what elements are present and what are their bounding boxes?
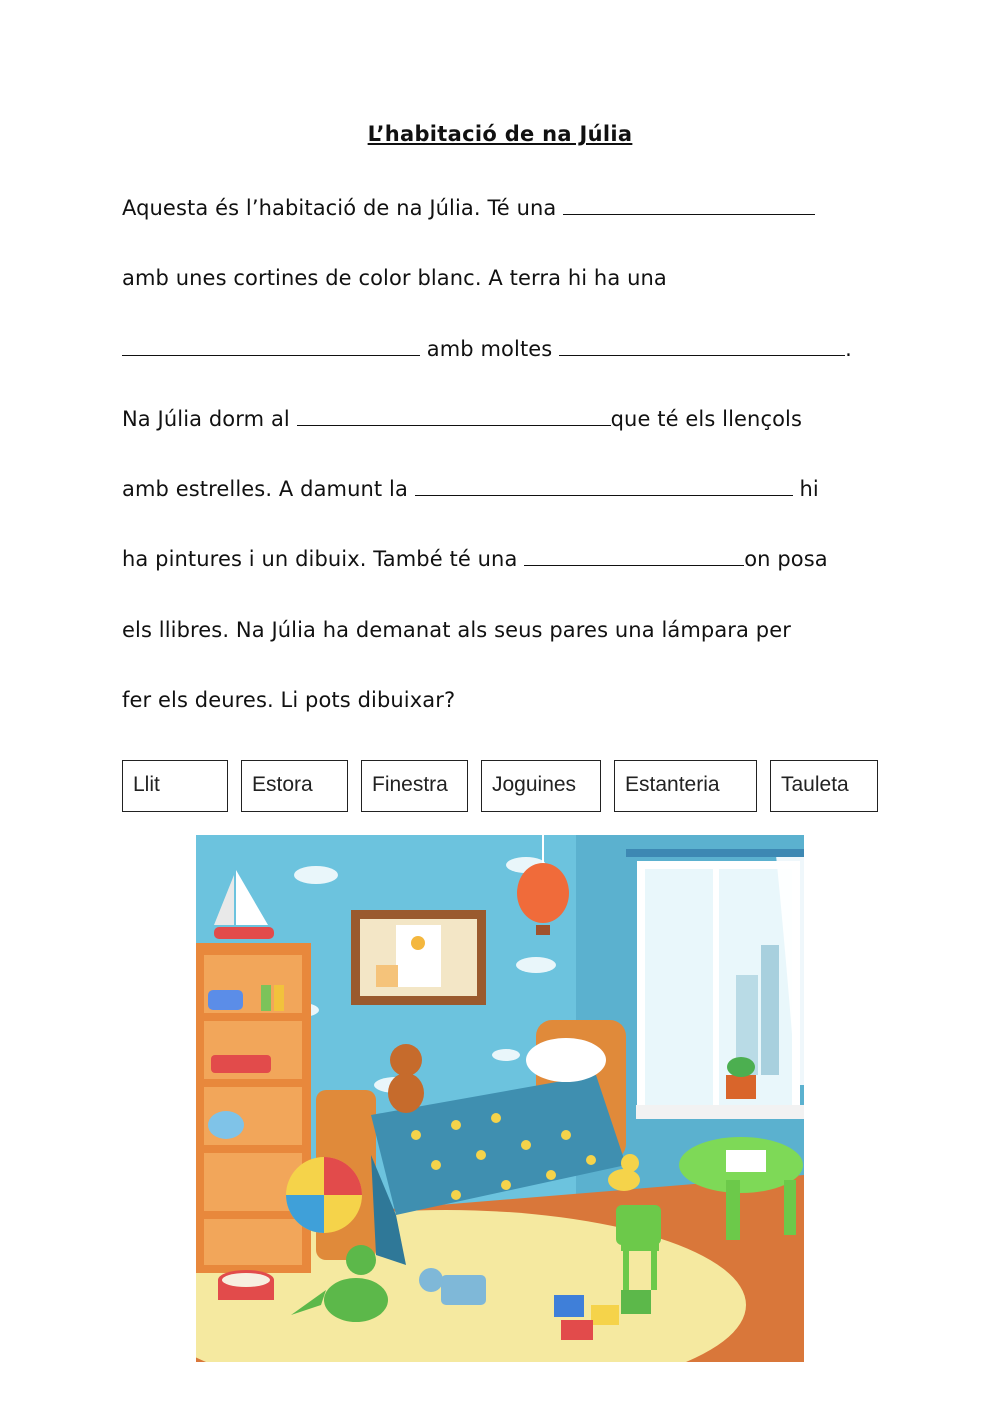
text-line-1 <box>122 196 815 220</box>
blank-input[interactable] <box>563 196 815 215</box>
text-line-4 <box>122 407 802 431</box>
blank-input[interactable] <box>559 337 845 356</box>
bookshelf <box>196 943 311 1273</box>
bedroom-illustration <box>196 835 804 1362</box>
word-option-llit[interactable]: Llit <box>122 760 228 812</box>
word-option-joguines[interactable]: Joguines <box>481 760 601 812</box>
text-segment: ha pintures i un dibuix. També té una <box>122 547 525 571</box>
window <box>626 849 804 1119</box>
word-option-finestra[interactable]: Finestra <box>361 760 468 812</box>
word-option-estanteria[interactable]: Estanteria <box>614 760 757 812</box>
word-option-estora[interactable]: Estora <box>241 760 348 812</box>
text-segment: amb unes cortines de color blanc. A terra hi ha una <box>122 266 667 290</box>
text-segment: els llibres. Na Júlia ha demanat als seus pares una lámpara per <box>122 618 791 642</box>
plant-pot-icon <box>726 1057 756 1099</box>
word-option-tauleta[interactable]: Tauleta <box>770 760 878 812</box>
text-segment: amb estrelles. A damunt la <box>122 477 415 501</box>
text-line-7 <box>122 618 791 642</box>
blank-input[interactable] <box>524 547 744 566</box>
text-segment: fer els deures. Li pots dibuixar? <box>122 688 456 712</box>
text-line-2 <box>122 266 667 290</box>
text-segment: amb moltes <box>420 337 560 361</box>
blank-input[interactable] <box>415 477 793 496</box>
text-segment: Aquesta és l’habitació de na Júlia. Té una <box>122 196 564 220</box>
pillow <box>526 1038 606 1082</box>
text-line-3 <box>122 337 852 361</box>
text-line-5 <box>122 477 819 501</box>
text-line-6 <box>122 547 828 571</box>
text-segment: . <box>845 337 852 361</box>
page-title: L’habitació de na Júlia <box>367 122 633 146</box>
text-segment: hi <box>792 477 819 501</box>
text-segment: on posa <box>744 547 828 571</box>
text-segment: Na Júlia dorm al <box>122 407 297 431</box>
toy-drum-icon <box>218 1270 274 1300</box>
beach-ball-icon <box>286 1157 362 1233</box>
text-segment: que té els llençols <box>610 407 803 431</box>
blank-input[interactable] <box>297 407 611 426</box>
wall-drawing-frame <box>351 910 486 1005</box>
text-line-8 <box>122 688 455 712</box>
blank-input[interactable] <box>122 337 420 356</box>
